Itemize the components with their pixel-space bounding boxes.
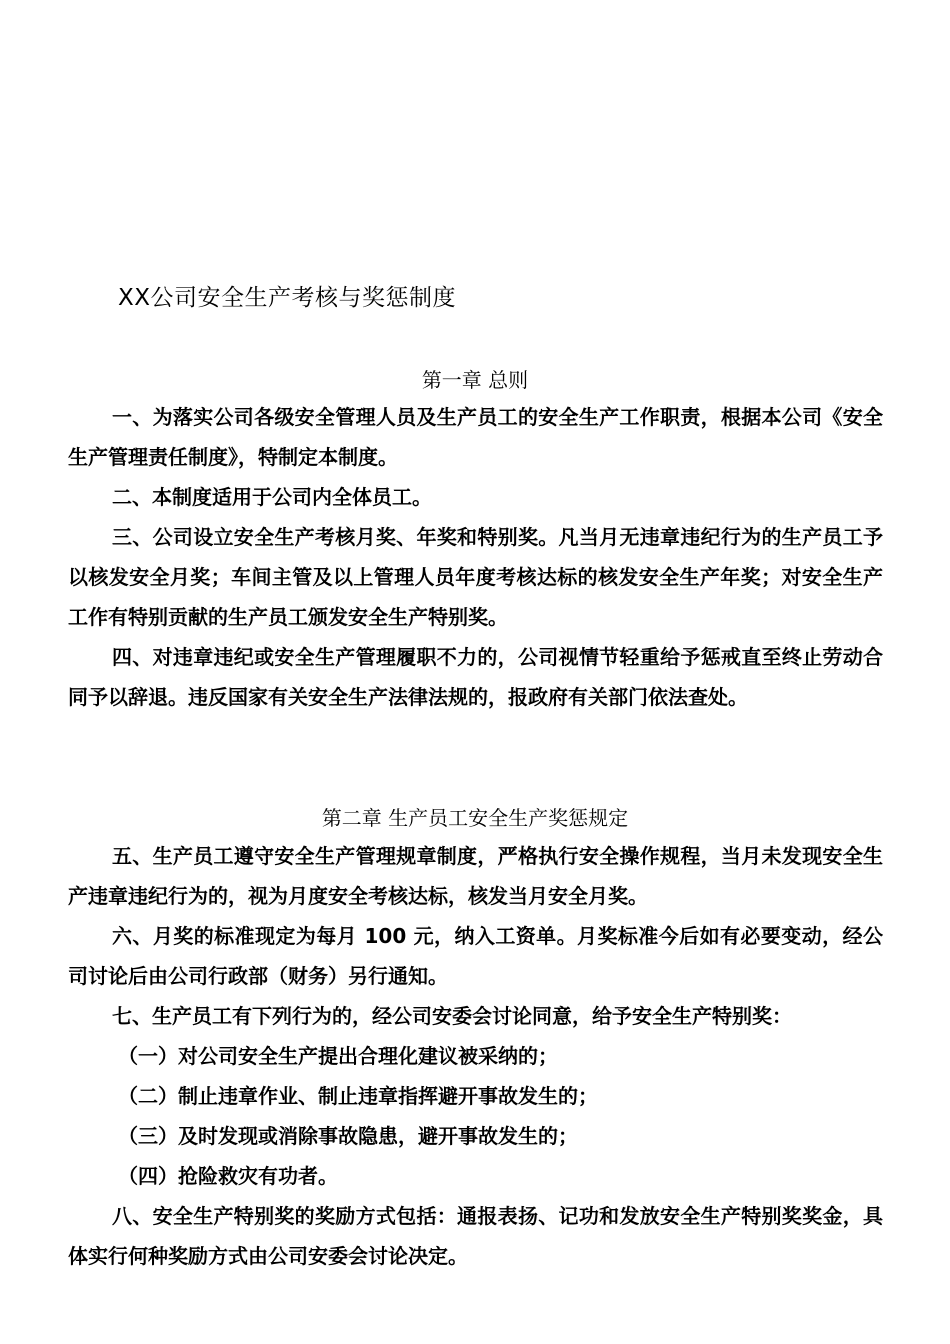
chapter-heading: 第一章 总则 (421, 368, 529, 392)
paragraph: 二、本制度适用于公司内全体员工。 (112, 485, 432, 509)
paragraph: 三、公司设立安全生产考核月奖、年奖和特别奖。凡当月无违章违纪行为的生产员工予以核发安全月奖；车间主管及以上管理人员年度考核达标的核发安全生产年奖；对安全生产工作有特别贡献的生产员工颁发安全生产特别奖。 (68, 525, 883, 629)
list-item: （三）及时发现或消除事故隐患，避开事故发生的； (118, 1124, 578, 1148)
document-title: XX公司安全生产考核与奖惩制度 (118, 285, 457, 311)
paragraph: 八、安全生产特别奖的奖励方式包括：通报表扬、记功和发放安全生产特别奖奖金，具体实行何种奖励方式由公司安委会讨论决定。 (68, 1204, 883, 1268)
paragraph: 一、为落实公司各级安全管理人员及生产员工的安全生产工作职责，根据本公司《安全生产管理责任制度》，特制定本制度。 (68, 405, 883, 469)
list-item: （四）抢险救灾有功者。 (118, 1164, 338, 1188)
paragraph: 六、月奖的标准现定为每月 100 元，纳入工资单。月奖标准今后如有必要变动，经公司讨论后由公司行政部（财务）另行通知。 (68, 924, 883, 988)
list-item: （一）对公司安全生产提出合理化建议被采纳的； (118, 1044, 558, 1068)
paragraph: 四、对违章违纪或安全生产管理履职不力的，公司视情节轻重给予惩戒直至终止劳动合同予以辞退。违反国家有关安全生产法律法规的，报政府有关部门依法查处。 (68, 645, 883, 709)
paragraph: 五、生产员工遵守安全生产管理规章制度，严格执行安全操作规程，当月未发现安全生产违章违纪行为的，视为月度安全考核达标，核发当月安全月奖。 (68, 844, 883, 908)
paragraph: 七、生产员工有下列行为的，经公司安委会讨论同意，给予安全生产特别奖： (112, 1004, 792, 1028)
list-item: （二）制止违章作业、制止违章指挥避开事故发生的； (118, 1084, 598, 1108)
chapter-heading: 第二章 生产员工安全生产奖惩规定 (321, 806, 629, 830)
